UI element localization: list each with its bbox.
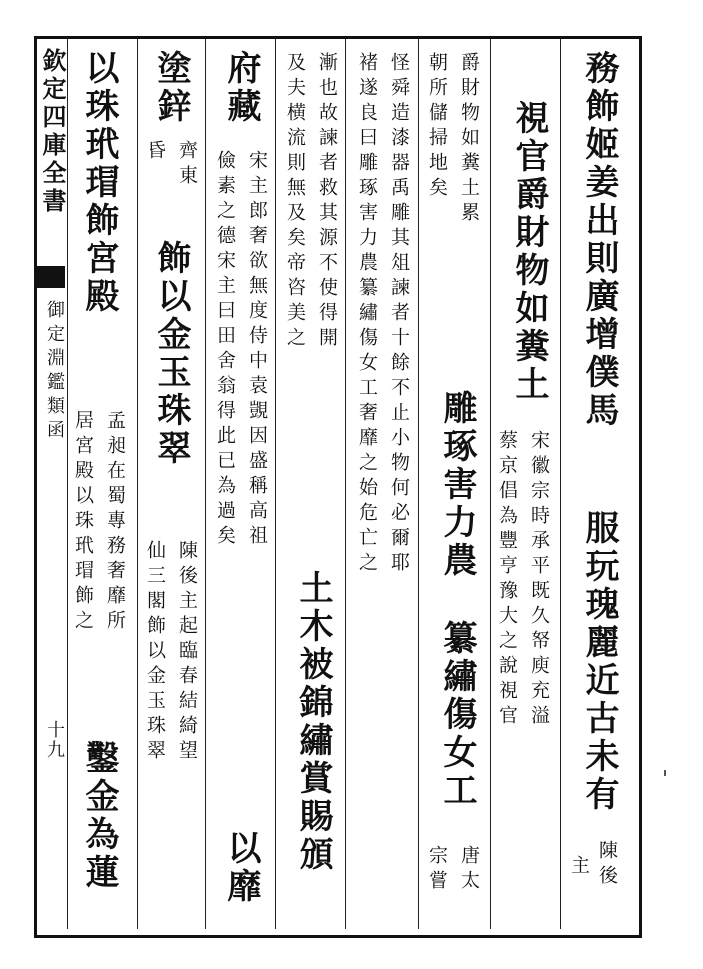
col3-note-a: 爵財物如糞土累 [458, 52, 480, 227]
column-rule [67, 39, 68, 929]
col1-note-a: 陳後 [596, 840, 618, 890]
col8-note-b: 居宮殿以珠玳瑁飾之 [72, 410, 94, 635]
col6-note-b: 儉素之德宋主曰田舍翁得此已為過矣 [214, 150, 236, 550]
col3-note-b: 朝所儲掃地矣 [426, 52, 448, 202]
col5-note-b: 及夫横流則無及矣帝咨美之 [284, 52, 306, 352]
col3-note-c: 唐太 [458, 845, 480, 895]
col6-main-text-2: 以靡 [221, 830, 261, 906]
col1-main-text: 務飾姬姜出則廣增僕馬 [579, 50, 619, 430]
col1-main-text-2: 服玩瑰麗近古未有 [579, 510, 619, 814]
column-rule [275, 39, 276, 929]
column-rule [137, 39, 138, 929]
col2-note-b: 蔡京倡為豐亨豫大之說視官 [496, 430, 518, 730]
col8-main-text-2: 鑿金為蓮 [79, 740, 119, 892]
margin-folio-number: 十九 [44, 720, 65, 760]
margin-black-block [37, 266, 65, 288]
col6-main-text: 府藏 [221, 50, 261, 126]
col5-note-a: 漸也故諫者救其源不使得開 [316, 52, 338, 352]
col7-note-a: 齊東 [176, 140, 198, 190]
column-rule [205, 39, 206, 929]
col4-note-a: 怪舜造漆器禹雕其俎諫者十餘不止小物何必爾耶 [388, 52, 410, 577]
col3-main-text: 雕琢害力農 [437, 390, 477, 580]
col2-main-text: 視官爵財物如糞土 [509, 100, 549, 404]
col8-note-a: 孟昶在蜀專務奢靡所 [104, 410, 126, 635]
column-rule [345, 39, 346, 929]
col6-note-a: 宋主郎奢欲無度侍中袁覬因盛稱高祖 [246, 150, 268, 550]
col7-note-d: 仙三閣飾以金玉珠翠 [144, 540, 166, 765]
col7-main-text: 塗鋅 [151, 50, 191, 126]
col7-note-b: 昏 [144, 140, 166, 165]
col7-note-c: 陳後主起臨春結綺望 [176, 540, 198, 765]
col7-main-text-2: 飾以金玉珠翠 [151, 240, 191, 468]
col3-note-d: 宗嘗 [426, 845, 448, 895]
column-rule [490, 39, 491, 929]
col1-note-b: 主 [568, 855, 590, 880]
margin-title: 欽定四庫全書 [38, 48, 67, 216]
column-rule [418, 39, 419, 929]
col5-main-text: 土木被錦繡賞賜頒 [293, 570, 333, 874]
margin-subtitle: 御定淵鑑類函 [44, 300, 65, 444]
col2-note-a: 宋徽宗時承平既久帑庾充溢 [528, 430, 550, 730]
col8-main-text: 以珠玳瑁飾宮殿 [79, 50, 119, 316]
col4-note-b: 褚遂良曰雕琢害力農纂繡傷女工奢靡之始危亡之 [356, 52, 378, 577]
column-rule [560, 39, 561, 929]
margin-speck [664, 770, 666, 776]
col3-main-text-2: 纂繡傷女工 [437, 620, 477, 810]
